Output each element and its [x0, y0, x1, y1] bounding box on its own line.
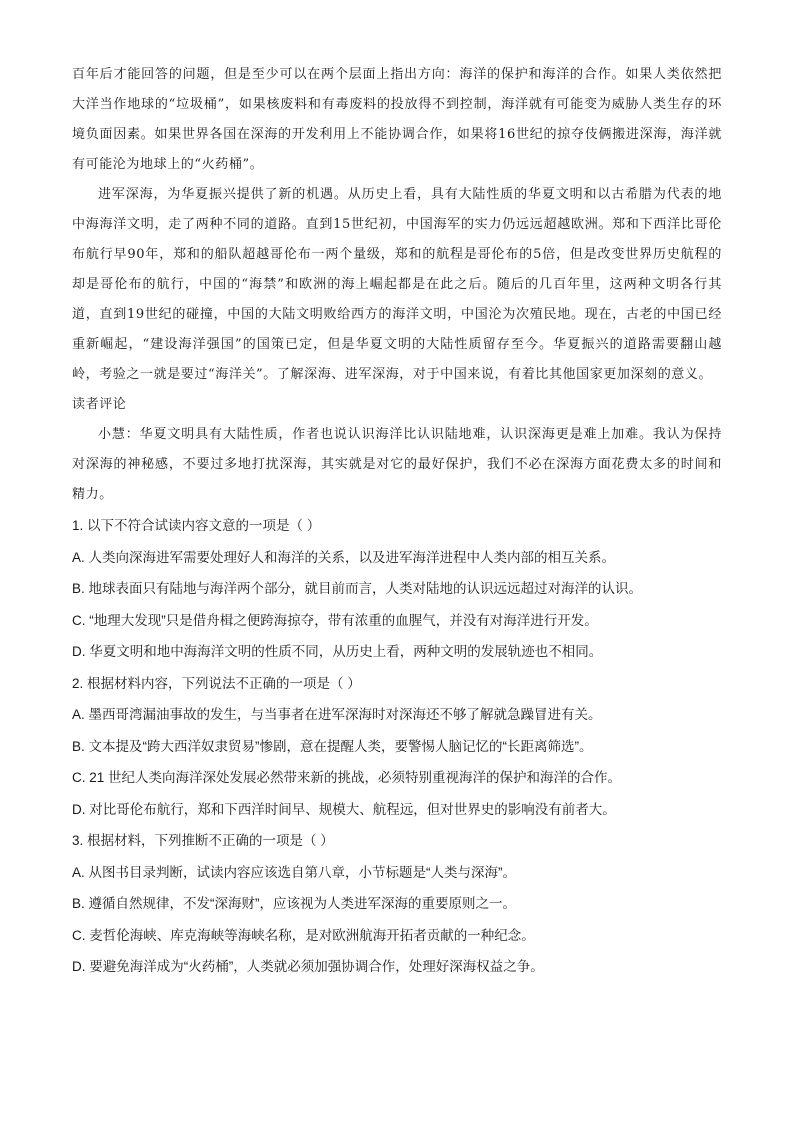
question-2-option-a: A. 墨西哥湾漏油事故的发生，与当事者在进军深海时对深海还不够了解就急躁冒进有关。: [72, 707, 602, 722]
passage-paragraph-2: 进军深海，为华夏振兴提供了新的机遇。从历史上看，具有大陆性质的华夏文明和以古希腊为代表的地中海海洋文明，走了两种不同的道路。直到15世纪初，中国海军的实力仍远远超越欧洲。郑和下西洋比哥伦布航行早90年，郑和的船队超越哥伦布一两个量级，郑和的航程是哥伦布的5倍，但是改变世界历史航程的却是哥伦布的航行，中国的“海禁”和欧洲的海上崛起都是在此之后。随后的几百年里，这两种文明各行其道，直到19世纪的碰撞，中国的大陆文明败给西方的海洋文明，中国沦为次殖民地。现在，古老的中国已经重新崛起，“建设海洋强国”的国策已定，但是华夏文明的大陆性质留存至今。华夏振兴的道路需要翻山越岭，考验之一就是要过“海洋关”。了解深海、进军深海，对于中国来说，有着比其他国家更加深刻的意义。: [72, 187, 722, 382]
question-2: [72, 668, 722, 826]
reader-comment-heading: 读者评论: [72, 397, 127, 412]
question-2-option-d: D. 对比哥伦布航行，郑和下西洋时间早、规模大、航程远，但对世界史的影响没有前者大。: [72, 801, 616, 817]
question-3-option-c: C. 麦哲伦海峡、库克海峡等海峡名称，是对欧洲航海开拓者贡献的一种纪念。: [72, 927, 535, 943]
question-3-stem: 3. 根据材料，下列推断不正确的一项是（ ）: [72, 833, 334, 848]
question-1-option-d: D. 华夏文明和地中海海洋文明的性质不同，从历史上看，两种文明的发展轨迹也不相同。: [72, 644, 603, 659]
question-1-option-c: C. “地理大发现”只是借舟楫之便跨海掠夺，带有浓重的血腥气，并没有对海洋进行开发。: [72, 612, 598, 628]
question-2-option-c: C. 21 世纪人类向海洋深处发展必然带来新的挑战，必须特别重视海洋的保护和海洋的合作。: [72, 770, 622, 785]
question-3: [72, 825, 722, 983]
question-3-option-b: B. 遵循自然规律，不发“深海财”，应该视为人类进军深海的重要原则之一。: [72, 896, 516, 911]
question-1-stem: 1. 以下不符合试读内容文意的一项是（ ）: [72, 518, 321, 533]
question-1-option-a: A. 人类向深海进军需要处理好人和海洋的关系，以及进军海洋进程中人类内部的相互关系。: [72, 549, 616, 565]
question-2-option-b: B. 文本提及“跨大西洋奴隶贸易”惨剧，意在提醒人类，要警惕人脑记忆的“长距离筛选”。: [72, 738, 593, 754]
passage-paragraph-1: 百年后才能回答的问题，但是至少可以在两个层面上指出方向：海洋的保护和海洋的合作。如果人类依然把大洋当作地球的“垃圾桶”，如果核废料和有毒废料的投放得不到控制，海洋就有可能变为威胁人类生存的环境负面因素。如果世界各国在深海的开发利用上不能协调合作，如果将16世纪的掠夺伎俩搬进深海，海洋就有可能沦为地球上的“火药桶”。: [72, 67, 722, 172]
question-3-option-d: D. 要避免海洋成为“火药桶”，人类就必须加强协调合作，处理好深海权益之争。: [72, 959, 544, 974]
question-3-option-a: A. 从图书目录判断，试读内容应该选自第八章，小节标题是“人类与深海”。: [72, 864, 516, 880]
reader-comment-text: 小慧：华夏文明具有大陆性质，作者也说认识海洋比认识陆地难，认识深海更是难上加难。我认为保持对深海的神秘感，不要过多地打扰深海，其实就是对它的最好保护，我们不必在深海方面花费太多的时间和精力。: [72, 427, 722, 502]
question-1-option-b: B. 地球表面只有陆地与海洋两个部分，就目前而言，人类对陆地的认识远远超过对海洋的认识。: [72, 581, 643, 596]
question-1: [72, 510, 722, 668]
document-page: [72, 60, 722, 983]
question-2-stem: 2. 根据材料内容，下列说法不正确的一项是（ ）: [72, 675, 361, 691]
